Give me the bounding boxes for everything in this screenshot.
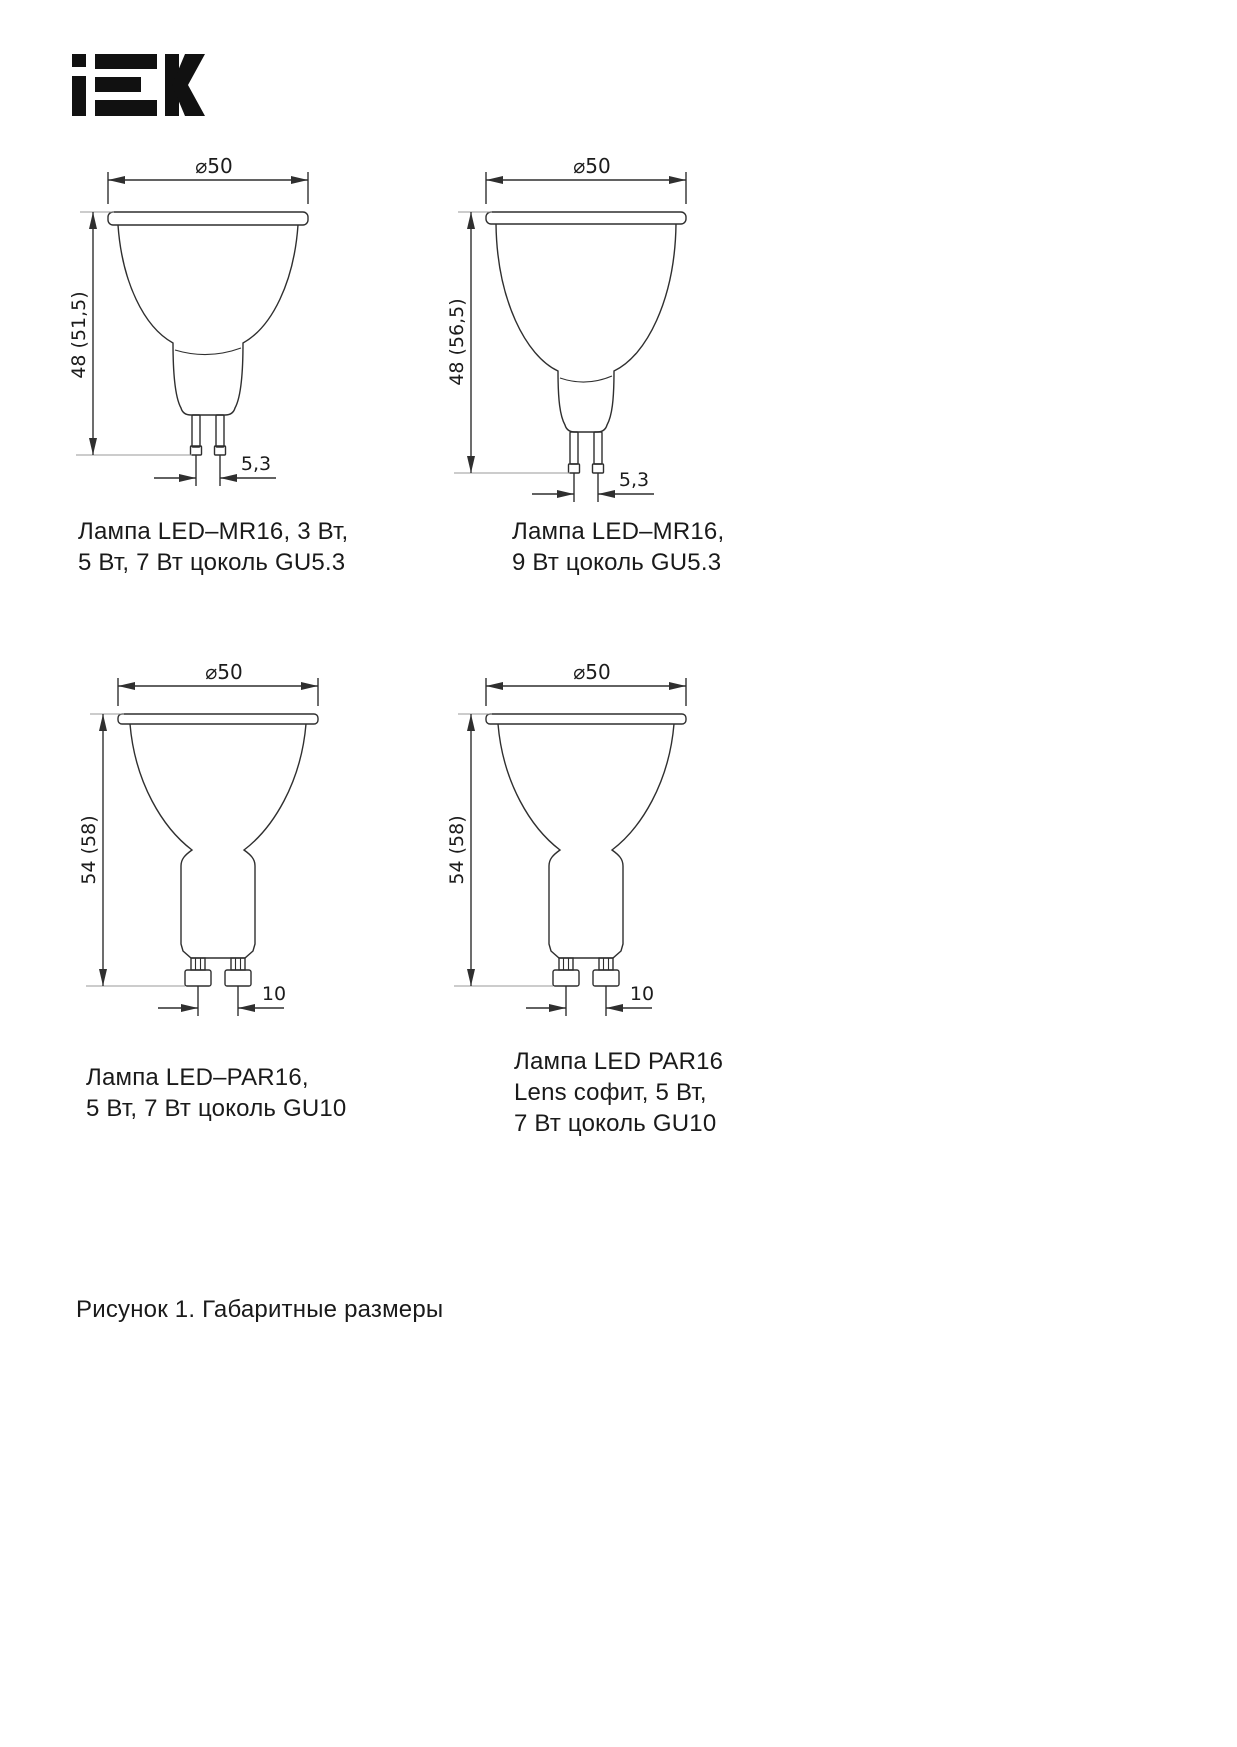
- lamp-caption-mr16-9w: [512, 516, 724, 578]
- base-dimension: [532, 469, 654, 502]
- lamp-body: [118, 225, 298, 415]
- arrowhead-left: [179, 474, 196, 482]
- pin-left-tip: [569, 464, 580, 473]
- height-dimension: [68, 212, 192, 455]
- drawing-led-mr16-3w: [68, 150, 338, 495]
- lamp-outline: [118, 714, 318, 986]
- logo-i-dot: [72, 54, 86, 67]
- iek-logo: [72, 54, 205, 121]
- drawing-led-par16: [78, 648, 348, 1028]
- foot-block: [185, 970, 211, 986]
- base-label: 10: [261, 983, 287, 1005]
- caption-line: Лампа LED–PAR16,: [86, 1064, 309, 1091]
- base-dimension: [158, 983, 286, 1016]
- caption-line: Лампа LED–MR16,: [512, 518, 725, 545]
- height-dimension: [78, 714, 185, 986]
- base-label: 10: [629, 983, 655, 1005]
- diameter-label: ⌀50: [573, 154, 611, 178]
- lamp-face-plate: [486, 714, 686, 724]
- logo-e-bottom-bar: [95, 100, 157, 116]
- height-dimension: [446, 212, 570, 473]
- foot-stem: [599, 958, 613, 970]
- gu10-foot-left: [185, 958, 211, 986]
- caption-line: 9 Вт цоколь GU5.3: [512, 549, 722, 576]
- drawing-led-mr16-9w: [446, 150, 716, 510]
- diameter-label: ⌀50: [205, 660, 243, 684]
- arrowhead-right: [220, 474, 237, 482]
- caption-line: 5 Вт, 7 Вт цоколь GU10: [86, 1095, 347, 1122]
- foot-stem: [559, 958, 573, 970]
- height-label: 48 (56,5): [446, 298, 468, 386]
- lamp-caption-par16: [86, 1062, 346, 1124]
- arrowhead-right: [669, 176, 686, 184]
- arrowhead-left: [181, 1004, 198, 1012]
- pin-right: [594, 432, 602, 464]
- base-dimension: [154, 453, 276, 486]
- arrowhead-bottom: [99, 969, 107, 986]
- caption-line: 5 Вт, 7 Вт цоколь GU5.3: [78, 549, 346, 576]
- pin-left: [570, 432, 578, 464]
- arrowhead-right: [238, 1004, 255, 1012]
- pin-left: [192, 415, 200, 447]
- base-label: 5,3: [240, 453, 272, 475]
- lamp-face-plate: [118, 714, 318, 724]
- height-label: 48 (51,5): [68, 291, 90, 379]
- height-dimension: [446, 714, 553, 986]
- lamp-body: [498, 724, 674, 958]
- lamp-outline: [486, 212, 686, 473]
- arrowhead-left: [557, 490, 574, 498]
- lamp-body: [496, 224, 676, 432]
- arrowhead-right: [598, 490, 615, 498]
- gu10-foot-right: [593, 958, 619, 986]
- lamp-body: [130, 724, 306, 958]
- foot-stem: [231, 958, 245, 970]
- lamp-caption-par16-lens: [514, 1046, 723, 1139]
- lamp-caption-mr16-3w: [78, 516, 348, 578]
- diameter-dimension: [486, 660, 686, 706]
- diameter-label: ⌀50: [195, 154, 233, 178]
- base-dimension: [526, 983, 654, 1016]
- arrowhead-left: [118, 682, 135, 690]
- diameter-dimension: [118, 660, 318, 706]
- arrowhead-right: [669, 682, 686, 690]
- lamp-face-plate: [108, 212, 308, 225]
- arrowhead-bottom: [89, 438, 97, 455]
- lamp-face-plate: [486, 212, 686, 224]
- bowl-neck-seam: [175, 348, 241, 355]
- lamp-outline: [486, 714, 686, 986]
- caption-line: Лампа LED–MR16, 3 Вт,: [78, 518, 349, 545]
- pin-right: [216, 415, 224, 447]
- arrowhead-left: [549, 1004, 566, 1012]
- gu10-foot-left: [553, 958, 579, 986]
- logo-e-top-bar: [95, 54, 157, 69]
- foot-block: [225, 970, 251, 986]
- caption-line: Лампа LED PAR16: [514, 1048, 724, 1075]
- arrowhead-right: [301, 682, 318, 690]
- foot-stem: [191, 958, 205, 970]
- arrowhead-left: [486, 176, 503, 184]
- arrowhead-top: [89, 212, 97, 229]
- diameter-label: ⌀50: [573, 660, 611, 684]
- iek-logo-glyphs: [72, 54, 205, 116]
- height-label: 54 (58): [78, 815, 100, 885]
- arrowhead-bottom: [467, 969, 475, 986]
- bowl-neck-seam: [560, 376, 612, 382]
- figure-caption: Рисунок 1. Габаритные размеры: [76, 1296, 444, 1323]
- lamp-outline: [108, 212, 308, 455]
- arrowhead-left: [108, 176, 125, 184]
- foot-block: [593, 970, 619, 986]
- diameter-dimension: [486, 154, 686, 204]
- caption-line: 7 Вт цоколь GU10: [514, 1110, 717, 1137]
- arrowhead-top: [99, 714, 107, 731]
- logo-e-mid-bar: [95, 77, 141, 92]
- caption-line: Lens софит, 5 Вт,: [514, 1079, 707, 1106]
- logo-i-stem: [72, 76, 86, 116]
- diameter-dimension: [108, 154, 308, 204]
- foot-block: [553, 970, 579, 986]
- arrowhead-top: [467, 212, 475, 229]
- arrowhead-top: [467, 714, 475, 731]
- base-label: 5,3: [618, 469, 650, 491]
- arrowhead-left: [486, 682, 503, 690]
- pin-right-tip: [593, 464, 604, 473]
- gu10-foot-right: [225, 958, 251, 986]
- drawing-led-par16-lens: [446, 648, 716, 1028]
- height-label: 54 (58): [446, 815, 468, 885]
- arrowhead-bottom: [467, 456, 475, 473]
- arrowhead-right: [291, 176, 308, 184]
- arrowhead-right: [606, 1004, 623, 1012]
